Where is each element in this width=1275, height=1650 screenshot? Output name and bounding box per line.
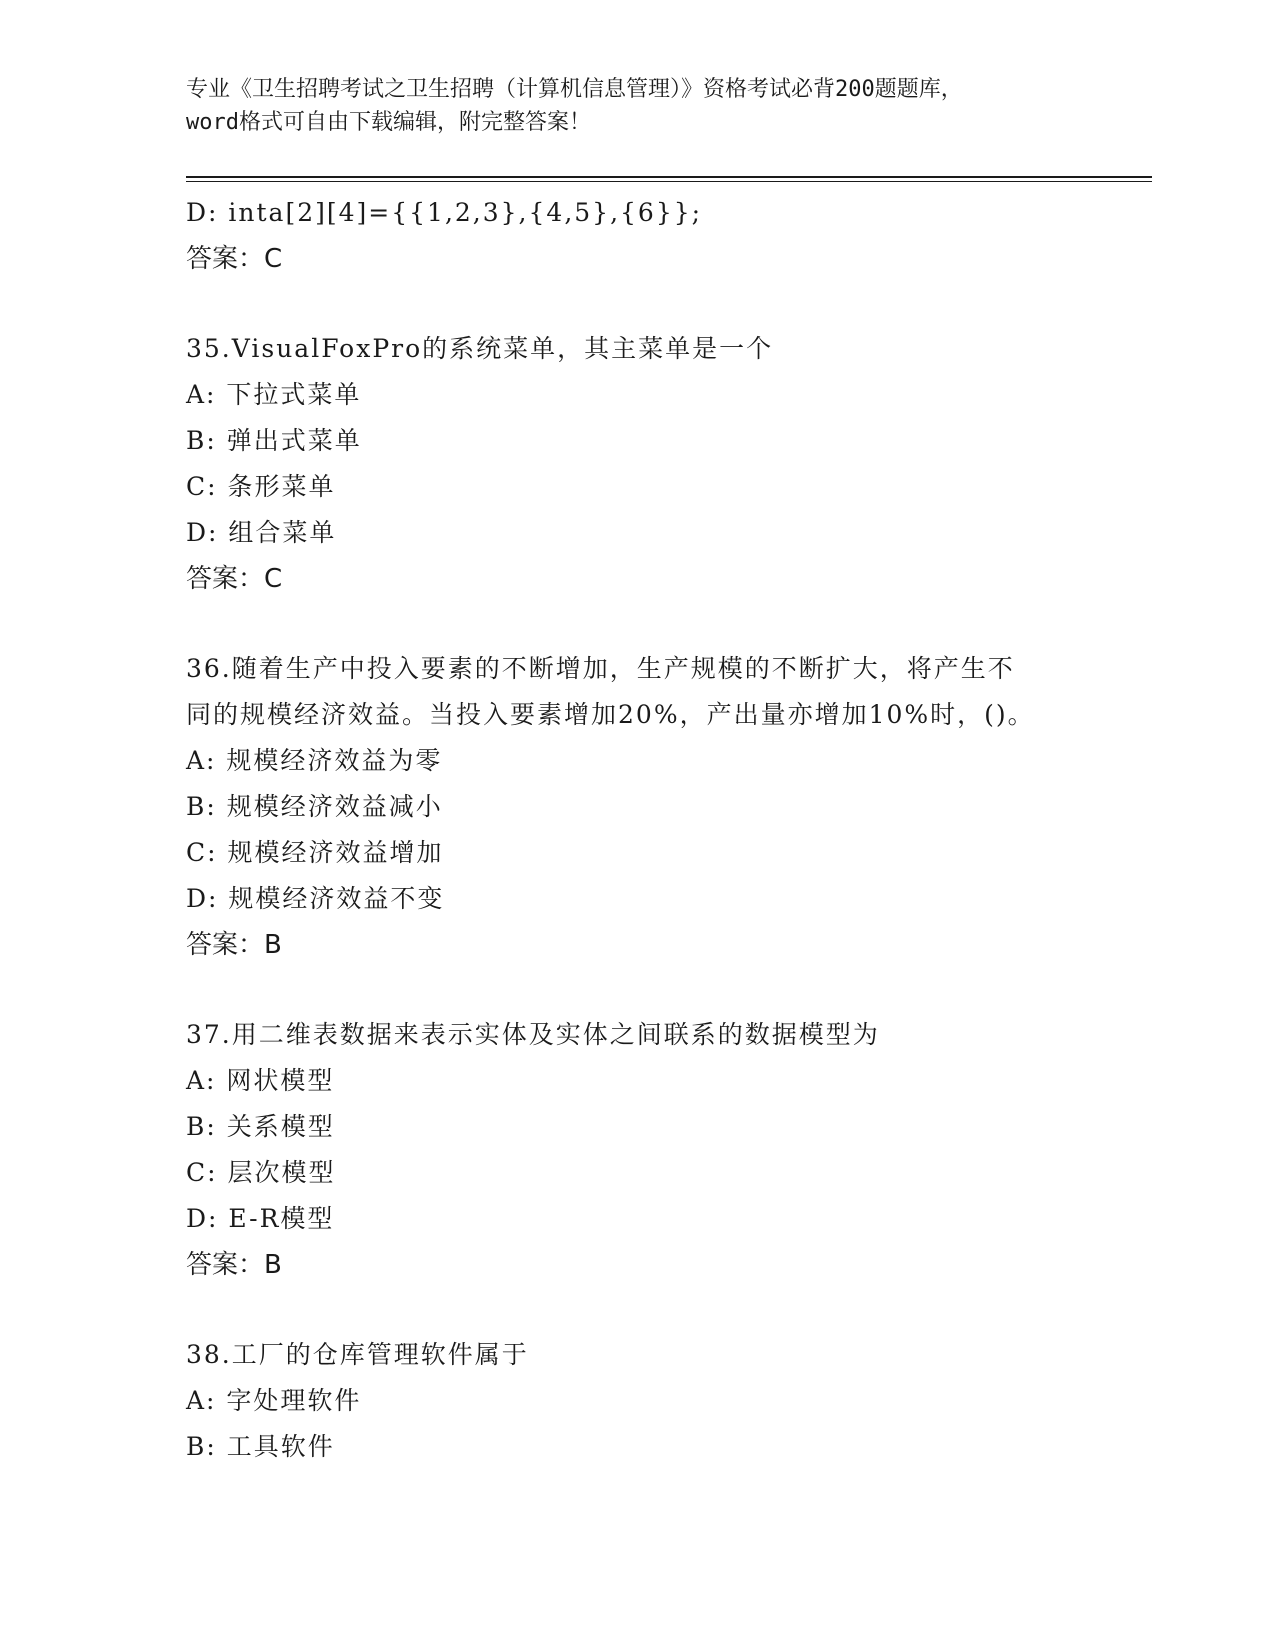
question-stem: 36.随着生产中投入要素的不断增加，生产规模的不断扩大，将产生不	[186, 654, 1015, 683]
option-c: C: 规模经济效益增加	[186, 838, 444, 867]
option-b: B: 关系模型	[186, 1112, 335, 1141]
header-rule-thick	[186, 176, 1152, 178]
answer-line: 答案：B	[186, 930, 282, 960]
question-stem-continued: 同的规模经济效益。当投入要素增加20%，产出量亦增加10%时，()。	[186, 700, 1035, 729]
header-rule-thin	[186, 181, 1152, 182]
option-a: A: 规模经济效益为零	[186, 746, 443, 775]
question-35	[186, 326, 1086, 602]
answer-line: 答案：C	[186, 564, 283, 594]
document-body	[186, 190, 1086, 1470]
answer-line: 答案：B	[186, 1250, 282, 1280]
question-37	[186, 1012, 1086, 1288]
question-stem: 35.VisualFoxPro的系统菜单，其主菜单是一个	[186, 334, 774, 363]
option-a: A: 下拉式菜单	[186, 380, 362, 409]
question-36	[186, 646, 1086, 968]
option-b: B: 工具软件	[186, 1432, 335, 1461]
option-d: D: 规模经济效益不变	[186, 884, 445, 913]
option-c: C: 层次模型	[186, 1158, 336, 1187]
option-a: A: 字处理软件	[186, 1386, 362, 1415]
header-line-2: word格式可自由下载编辑，附完整答案！	[186, 110, 591, 135]
previous-question-tail	[186, 190, 1086, 282]
header-line-1: 专业《卫生招聘考试之卫生招聘（计算机信息管理）》资格考试必背200题题库，	[186, 77, 963, 102]
option-d: D: inta[2][4]={{1,2,3},{4,5},{6}};	[186, 198, 703, 227]
option-b: B: 规模经济效益减小	[186, 792, 443, 821]
option-b: B: 弹出式菜单	[186, 426, 362, 455]
option-d: D: 组合菜单	[186, 518, 337, 547]
option-a: A: 网状模型	[186, 1066, 335, 1095]
option-c: C: 条形菜单	[186, 472, 336, 501]
document-header	[186, 73, 1086, 139]
answer-line: 答案：C	[186, 244, 283, 274]
question-stem: 38.工厂的仓库管理软件属于	[186, 1340, 529, 1369]
question-stem: 37.用二维表数据来表示实体及实体之间联系的数据模型为	[186, 1020, 880, 1049]
option-d: D: E-R模型	[186, 1204, 335, 1233]
question-38	[186, 1332, 1086, 1470]
